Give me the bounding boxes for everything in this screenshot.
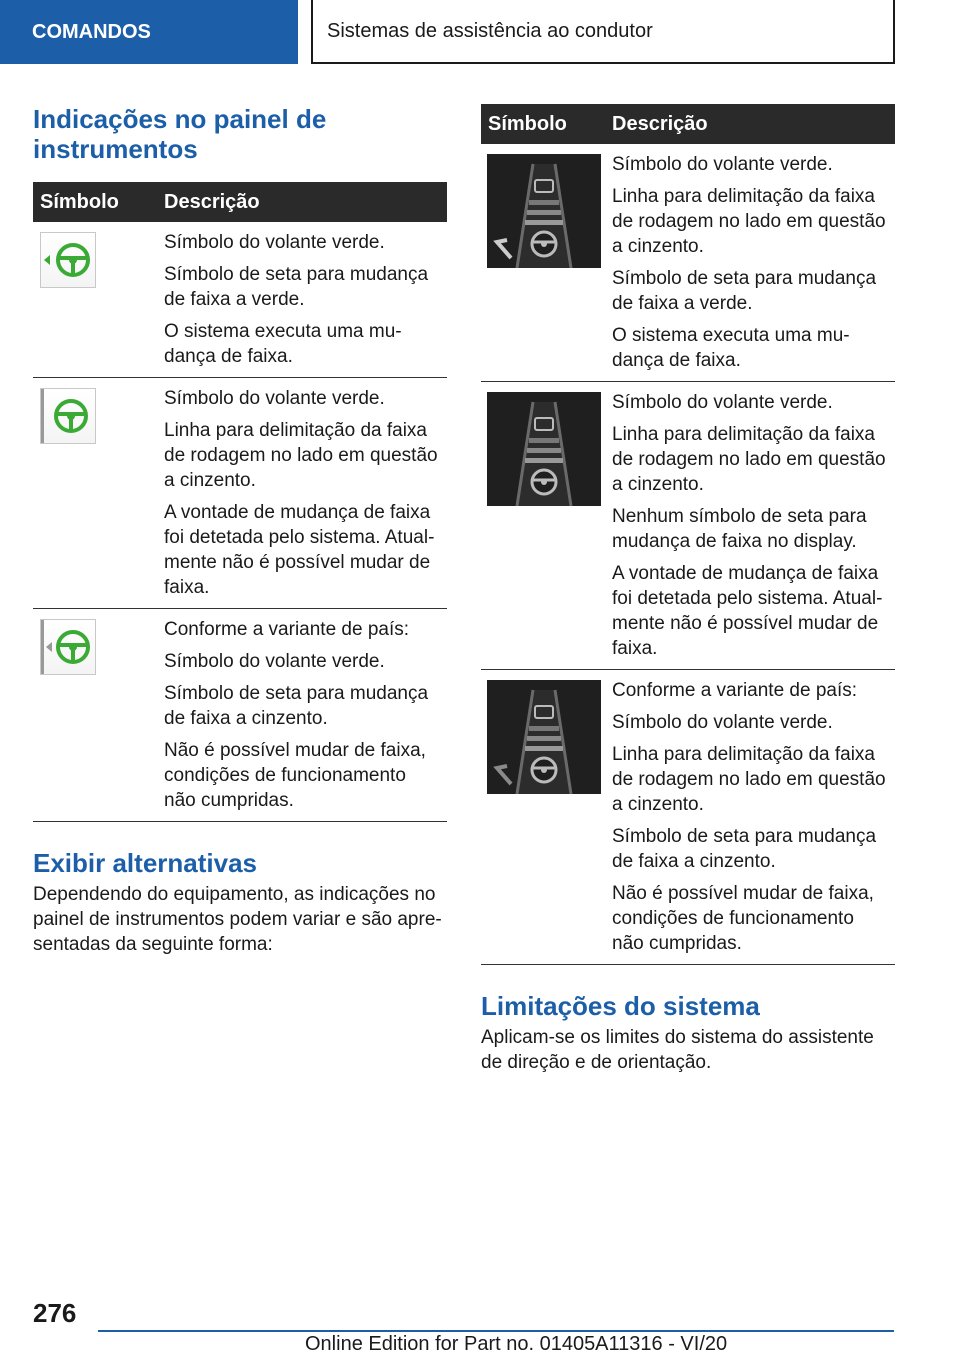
chapter-title-label: Sistemas de assistência ao condutor bbox=[327, 19, 653, 42]
row1-line1: Símbolo do volante verde. bbox=[164, 232, 385, 253]
table-header-row bbox=[33, 182, 447, 222]
alternative-indications-table bbox=[481, 104, 895, 965]
alt-row2-line2: Linha para delimitação da faixa de rodagem no lado em questão a cinzento. bbox=[612, 424, 886, 495]
row3-line2: Símbolo do volante verde. bbox=[164, 651, 385, 672]
edition-text: Online Edition for Part no. 01405A11316 - VI/20 bbox=[305, 1333, 728, 1355]
steering-wheel-arrow-green-icon bbox=[40, 232, 96, 288]
col-header-symbol: Símbolo bbox=[481, 104, 612, 144]
row2-line3: A vontade de mudança de faixa foi detetada pelo sistema. Atualmente não é possível mudar de faixa. bbox=[164, 502, 435, 598]
alt-row1-line2: Linha para delimitação da faixa de rodagem no lado em questão a cinzento. bbox=[612, 186, 886, 257]
lane-change-display-arrow-icon bbox=[487, 154, 601, 268]
steering-wheel-lane-gray-icon bbox=[40, 388, 96, 444]
alt-row2-line3: Nenhum símbolo de seta para mudança de faixa no display. bbox=[612, 506, 867, 552]
chapter-title bbox=[311, 0, 895, 64]
table-row bbox=[33, 378, 447, 609]
page-number: 276 bbox=[33, 1298, 77, 1328]
system-limitations-text: Aplicam-se os limites do sistema do assistente de direção e de orientação. bbox=[481, 1027, 874, 1073]
table-row bbox=[33, 222, 447, 378]
row3-line4: Não é possível mudar de faixa, condições de funcionamento não cumpridas. bbox=[164, 740, 426, 811]
right-column bbox=[481, 104, 895, 1075]
alt-row2-line4: A vontade de mudança de faixa foi detetada pelo sistema. Atualmente não é possível mudar de faixa. bbox=[612, 563, 883, 659]
col-header-description: Descrição bbox=[164, 182, 447, 222]
section-tab bbox=[0, 0, 298, 64]
table-row bbox=[481, 670, 895, 965]
col-header-description: Descrição bbox=[612, 104, 895, 144]
alt-row3-line4: Símbolo de seta para mudança de faixa a cinzento. bbox=[612, 826, 877, 872]
table-row bbox=[33, 609, 447, 822]
heading-display-alternatives: Exibir alternativas bbox=[33, 848, 257, 878]
row3-line1: Conforme a variante de país: bbox=[164, 619, 410, 640]
table-row bbox=[481, 382, 895, 670]
left-column bbox=[33, 104, 447, 957]
alt-row1-line1: Símbolo do volante verde. bbox=[612, 154, 833, 175]
lane-change-display-noarrow-icon bbox=[487, 392, 601, 506]
table-header-row bbox=[481, 104, 895, 144]
lane-change-display-gray-arrow-icon bbox=[487, 680, 601, 794]
heading-system-limitations: Limitações do sistema bbox=[481, 991, 760, 1021]
table-row bbox=[481, 144, 895, 382]
alt-row2-line1: Símbolo do volante verde. bbox=[612, 392, 833, 413]
alt-row1-line3: Símbolo de seta para mudança de faixa a verde. bbox=[612, 268, 877, 314]
row1-line2: Símbolo de seta para mudança de faixa a verde. bbox=[164, 264, 429, 310]
alt-row3-line1: Conforme a variante de país: bbox=[612, 680, 858, 701]
row2-line2: Linha para delimitação da faixa de rodagem no lado em questão a cinzento. bbox=[164, 420, 438, 491]
alt-row3-line3: Linha para delimitação da faixa de rodagem no lado em questão a cinzento. bbox=[612, 744, 886, 815]
display-alternatives-text: Dependendo do equipamento, as indicações no painel de instrumentos podem variar e são apresentadas da seguinte forma: bbox=[33, 884, 442, 955]
section-tab-label: COMANDOS bbox=[32, 20, 151, 43]
col-header-symbol: Símbolo bbox=[33, 182, 164, 222]
indications-table bbox=[33, 182, 447, 822]
heading-instrument-indications: Indicações no painel de instrumentos bbox=[33, 104, 327, 164]
alt-row1-line4: O sistema executa uma mudança de faixa. bbox=[612, 325, 850, 371]
row1-line3: O sistema executa uma mudança de faixa. bbox=[164, 321, 402, 367]
alt-row3-line2: Símbolo do volante verde. bbox=[612, 712, 833, 733]
steering-wheel-arrow-gray-icon bbox=[40, 619, 96, 675]
footer-rule bbox=[98, 1330, 894, 1332]
row3-line3: Símbolo de seta para mudança de faixa a cinzento. bbox=[164, 683, 429, 729]
alt-row3-line5: Não é possível mudar de faixa, condições de funcionamento não cumpridas. bbox=[612, 883, 874, 954]
row2-line1: Símbolo do volante verde. bbox=[164, 388, 385, 409]
